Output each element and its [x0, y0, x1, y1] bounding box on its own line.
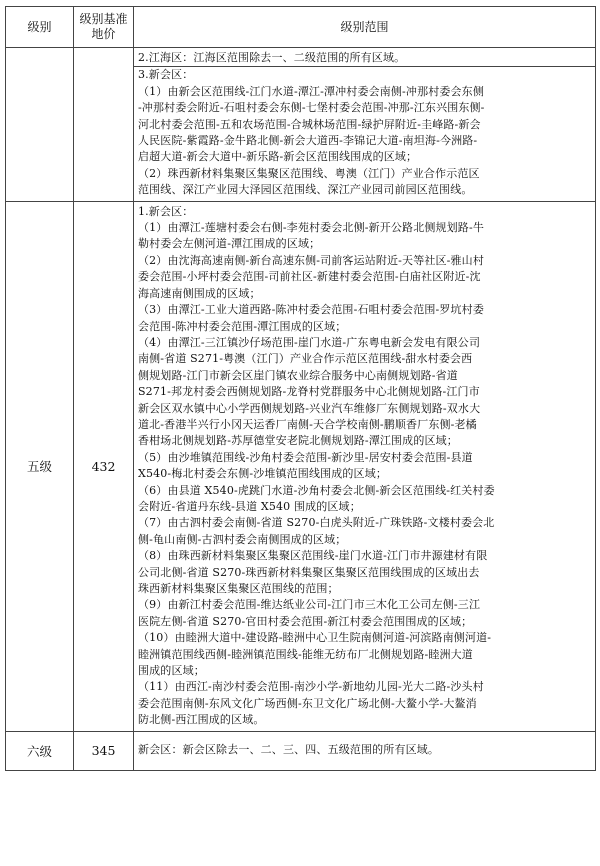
- range-line: 人民医院-紫霞路-金牛路北侧-新会大道西-李锦记大道-南坦海-今洲路-: [138, 134, 478, 148]
- range-line: 香柑场北侧规划路-苏厚德堂安老院北侧规划路-潭江围成的区域；: [138, 434, 458, 448]
- range-line: （6）由县道 X540-虎跳门水道-沙角村委会北侧-新会区范围线-红关村委: [138, 483, 495, 497]
- land-price-table: [5, 6, 596, 771]
- range-line: 启超大道-新会大道中-新乐路-新会区范围线围成的区域；: [138, 150, 418, 164]
- range-line: （11）由西江-南沙村委会范围-南沙小学-新地幼儿园-光大二路-沙头村: [138, 680, 484, 694]
- range-line: 勒村委会左侧河道-潭江围成的区域；: [138, 237, 321, 251]
- range-line: （9）由新江村委会范围-维达纸业公司-江门市三木化工公司左侧-三江: [138, 598, 481, 612]
- range-line: （7）由古泗村委会南侧-省道 S270-白虎头附近-广珠铁路-文楼村委会北: [138, 516, 495, 530]
- range-line: 防北侧-西江围成的区域。: [138, 713, 265, 727]
- range-cell: [134, 48, 596, 202]
- range-line: 会范围-陈冲村委会范围-潭江围成的区域；: [138, 319, 347, 333]
- range-cell: [134, 201, 596, 731]
- range-line: （8）由珠西新材料集聚区集聚区范围线-崖门水道-江门市井源建材有限: [138, 549, 488, 563]
- range-line: 河北村委会范围-五和农场范围-合城林场范围-绿护屏附近-圭峰路-新会: [138, 117, 481, 131]
- range-line: 珠西新材料集聚区集聚区范围线的范围；: [138, 582, 339, 595]
- range-line: 新会区：新会区除去一、二、三、四、五级范围的所有区域。: [138, 743, 440, 757]
- range-line: 3.新会区：: [138, 68, 194, 82]
- range-line: （3）由潭江-工业大道西路-陈冲村委会范围-石咀村委会范围-罗坑村委: [138, 303, 484, 317]
- range-line: （1）由潭江-莲塘村委会右侧-李苑村委会北侧-新开公路北侧规划路-牛: [138, 221, 484, 235]
- range-cell: [134, 731, 596, 770]
- header-level: 级别: [6, 7, 74, 48]
- range-line: X540-梅北村委会东侧-沙堆镇范围线围成的区域；: [138, 467, 388, 481]
- range-line: 委会范围-小坪村委会范围-司前社区-新建村委会范围-白庙社区附近-沈: [138, 270, 481, 284]
- range-line: 范围线、深江产业园大泽园区范围线、深江产业园司前园区范围线。: [138, 183, 473, 197]
- range-line: 南侧-省道 S271-粤澳（江门）产业合作示范区范围线-甜水村委会西: [138, 352, 473, 366]
- base-price-cell: 345: [74, 731, 134, 770]
- range-line: 海高速南侧围成的区域；: [138, 286, 261, 300]
- range-line: 侧规划路-江门市新会区崖门镇农业综合服务中心南侧规划路-省道: [138, 368, 458, 382]
- range-line: 公司北侧-省道 S270-珠西新材料集聚区集聚区范围线围成的区域出去: [138, 565, 480, 579]
- range-line: 道北-香港半兴行小冈天运香厂南侧-天合学校南侧-鹏顺香厂东侧-老橘: [138, 417, 477, 431]
- level-cell: [6, 48, 74, 202]
- range-line: 会附近-省道丹东线-县道 X540 围成的区域；: [138, 499, 361, 513]
- range-line: 医院左侧-省道 S270-官田村委会范围-新江村委会范围围成的区域；: [138, 614, 473, 628]
- level-cell: 六级: [6, 731, 74, 770]
- base-price-cell: [74, 48, 134, 202]
- table-row: [6, 48, 596, 202]
- base-price-cell: 432: [74, 201, 134, 731]
- range-line: -冲那村委会附近-石咀村委会东侧-七堡村委会范围-冲那-江东兴围东侧-: [138, 101, 485, 115]
- range-line: 委会范围南侧-东风文化广场西侧-东卫文化广场北侧-大鳌小学-大鳌消: [138, 696, 477, 710]
- range-line: （5）由沙堆镇范围线-沙角村委会范围-新沙里-居安村委会范围-县道: [138, 450, 473, 464]
- range-line: 2.江海区：江海区范围除去一、二级范围的所有区域。: [138, 51, 406, 64]
- range-line: 侧-龟山南侧-古泗村委会南侧围成的区域；: [138, 532, 347, 546]
- header-base-price: 级别基准地价: [74, 7, 134, 48]
- table-row: [6, 731, 596, 770]
- header-row: [6, 7, 596, 48]
- range-line: 1.新会区：: [138, 204, 194, 218]
- table-row: [6, 201, 596, 731]
- range-line: S271-邦龙村委会西侧规划路-龙脊村党群服务中心北侧规划路-江门市: [138, 385, 480, 399]
- range-line: （10）由睦洲大道中-建设路-睦洲中心卫生院南侧河道-河滨路南侧河道-: [138, 631, 492, 645]
- range-line: 围成的区域；: [138, 664, 205, 678]
- range-line: （2）珠西新材料集聚区集聚区范围线、粤澳（江门）产业合作示范区: [138, 166, 480, 180]
- range-line: （4）由潭江-三江镇沙仔场范围-崖门水道-广东粤电新会发电有限公司: [138, 335, 481, 349]
- level-cell: 五级: [6, 201, 74, 731]
- range-line: （1）由新会区范围线-江门水道-潭江-潭冲村委会南侧-冲那村委会东侧: [138, 84, 484, 98]
- range-line: （2）由沈海高速南侧-新台高速东侧-司前客运站附近-天等社区-雅山村: [138, 253, 484, 267]
- range-line: 新会区双水镇中心小学西侧规划路-兴业汽车维修厂东侧规划路-双水大: [138, 401, 481, 415]
- range-line: 睦洲镇范围线西侧-睦洲镇范围线-能维无纺布厂北侧规划路-睦洲大道: [138, 647, 473, 661]
- header-range: 级别范围: [134, 7, 596, 48]
